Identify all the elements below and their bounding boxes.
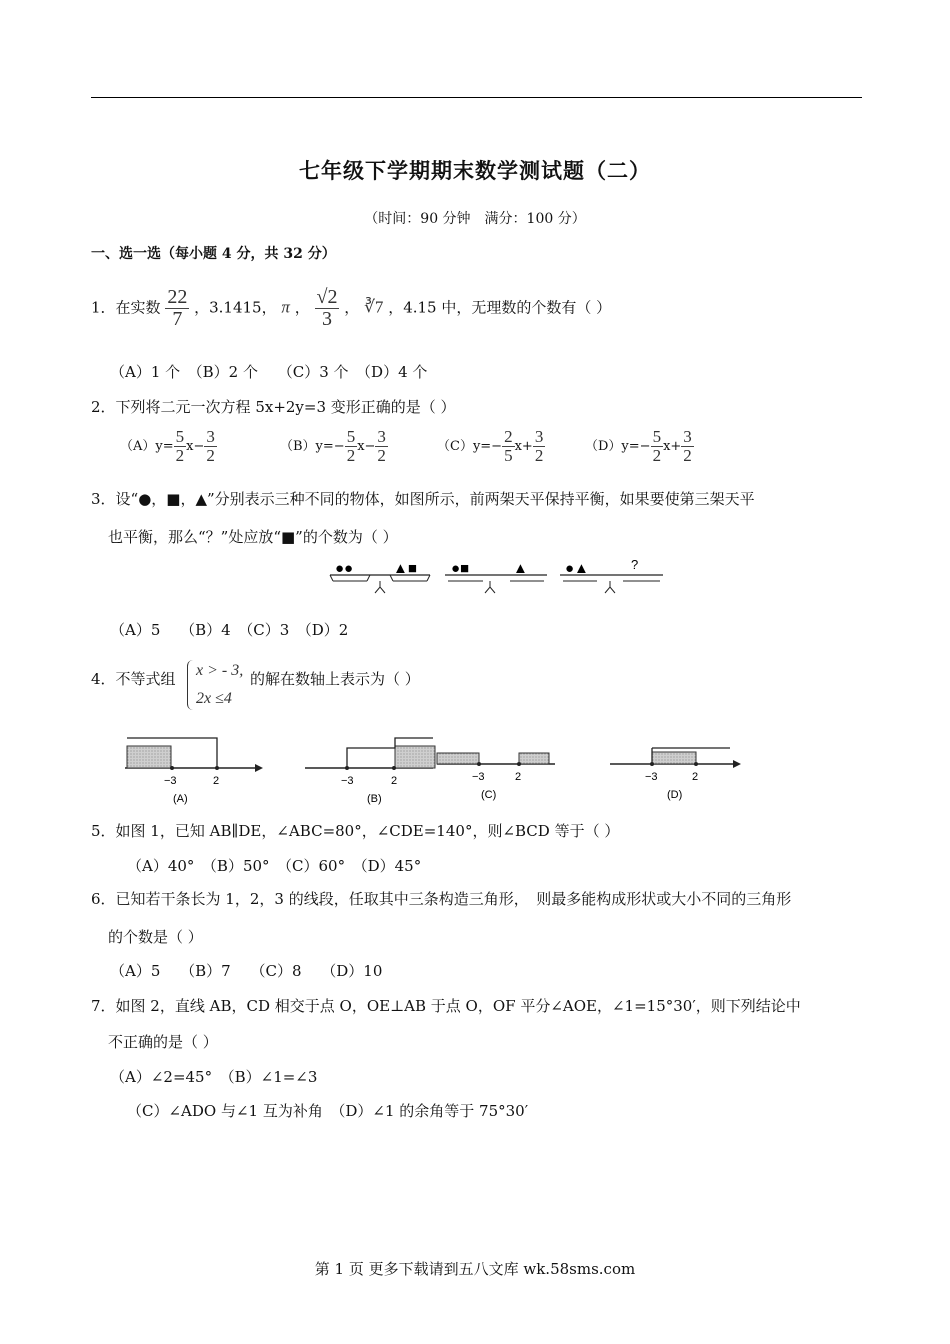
q1-options: （A）1 个 （B）2 个 （C）3 个 （D）4 个 <box>110 363 428 381</box>
q7-options-row1: （A）∠2=45° （B）∠1=∠3 <box>110 1068 318 1086</box>
q2-option-d: （D）y=− $\frac{5}{2}$ x+ $\frac{3}{2}$ <box>585 427 692 465</box>
tick-neg3-b: −3 <box>341 775 354 787</box>
question-3-line1: 3．设“●，■，▲”分别表示三种不同的物体，如图所示，前两架天平保持平衡，如果要使第三架天平 <box>91 490 755 508</box>
page-title: 七年级下学期期末数学测试题（二） <box>299 158 651 183</box>
question-6-line1: 6．已知若干条长为 1，2，3 的线段，任取其中三条构造三角形， 则最多能构成形状或大小不同的三角形 <box>91 890 792 908</box>
question-1 <box>91 287 611 330</box>
question-7-line1: 7．如图 2，直线 AB，CD 相交于点 O，OE⊥AB 于点 O，OF 平分∠AOE，∠1=15°30′，则下列结论中 <box>91 997 801 1015</box>
header-rule <box>91 97 862 98</box>
question-2: 2．下列将二元一次方程 5x+2y=3 变形正确的是（ ） <box>91 398 456 416</box>
balance-scale-2 <box>445 560 547 593</box>
tick-2-a: 2 <box>213 775 220 787</box>
q1-prefix: 1．在实数 <box>91 298 161 317</box>
q1-sep: ， <box>294 298 310 317</box>
page-footer: 第 1 页 更多下载请到五八文库 wk.58sms.com <box>314 1260 636 1278</box>
q1-sep2: ， <box>344 298 360 317</box>
label-c: (C) <box>481 789 497 801</box>
question-7-line2: 不正确的是（ ） <box>108 1033 218 1051</box>
number-line-a[interactable] <box>125 738 263 805</box>
scale1-left-items: ●● <box>335 560 354 577</box>
scale2-right-items: ▲ <box>513 560 528 577</box>
tick-2-d: 2 <box>692 771 699 783</box>
q2-option-a: （A）y= $\frac{5}{2}$ x− $\frac{3}{2}$ <box>120 427 215 465</box>
q1-suffix: ，4.15 中，无理数的个数有（ ） <box>388 298 612 317</box>
question-6-line2: 的个数是（ ） <box>108 928 203 946</box>
exam-info: （时间：90 分钟 满分：100 分） <box>364 211 586 227</box>
q6-options: （A）5 （B）7 （C）8 （D）10 <box>110 962 383 980</box>
fraction-sqrt2-3: $\frac{√2}{3}$ <box>316 286 338 330</box>
balance-scales-figure <box>325 555 670 605</box>
q7-options-row2: （C）∠ADO 与∠1 互为补角 （D）∠1 的余角等于 75°30′ <box>127 1102 529 1120</box>
q1-text: ，3.1415， <box>194 298 277 317</box>
section-heading: 一、选一选（每小题 4 分，共 32 分） <box>91 246 336 262</box>
inequality-1: x > - 3, <box>196 662 244 679</box>
number-line-options <box>115 726 745 811</box>
q2-option-b: （B）y=− $\frac{5}{2}$ x− $\frac{3}{2}$ <box>280 427 386 465</box>
balance-scale-3 <box>560 557 663 593</box>
fraction-22-7: $\frac{22}{7}$ <box>167 286 188 330</box>
label-b: (B) <box>367 793 382 805</box>
label-d: (D) <box>667 789 683 801</box>
scale3-right-items: ? <box>631 557 639 572</box>
number-line-b[interactable] <box>305 738 435 805</box>
question-4-suffix: 的解在数轴上表示为（ ） <box>250 670 420 688</box>
scale2-left-items: ●■ <box>451 560 470 577</box>
tick-neg3-a: −3 <box>164 775 177 787</box>
number-line-c[interactable] <box>437 753 555 801</box>
number-line-d[interactable] <box>610 748 741 801</box>
scale1-right-items: ▲■ <box>393 560 417 577</box>
system-brace <box>187 660 194 710</box>
label-a: (A) <box>173 793 188 805</box>
question-3-line2: 也平衡，那么“？”处应放“■”的个数为（ ） <box>108 528 398 546</box>
cube-root-7: ∛7 <box>364 297 384 317</box>
question-4-prefix: 4．不等式组 <box>91 670 176 688</box>
q3-options: （A）5 （B）4 （C）3 （D）2 <box>110 621 349 639</box>
tick-2-c: 2 <box>515 771 522 783</box>
tick-neg3-c: −3 <box>472 771 485 783</box>
balance-scale-1 <box>330 560 430 593</box>
q2-option-c: （C）y=− $\frac{2}{5}$ x+ $\frac{3}{2}$ <box>437 427 544 465</box>
tick-neg3-d: −3 <box>645 771 658 783</box>
scale3-left-items: ●▲ <box>565 560 589 577</box>
tick-2-b: 2 <box>391 775 398 787</box>
q5-options: （A）40° （B）50° （C）60° （D）45° <box>127 857 422 875</box>
inequality-2: 2x ≤4 <box>196 690 232 707</box>
pi-symbol: π <box>281 297 290 317</box>
question-5: 5．如图 1，已知 AB∥DE，∠ABC=80°，∠CDE=140°，则∠BCD 等于（ ） <box>91 822 620 840</box>
